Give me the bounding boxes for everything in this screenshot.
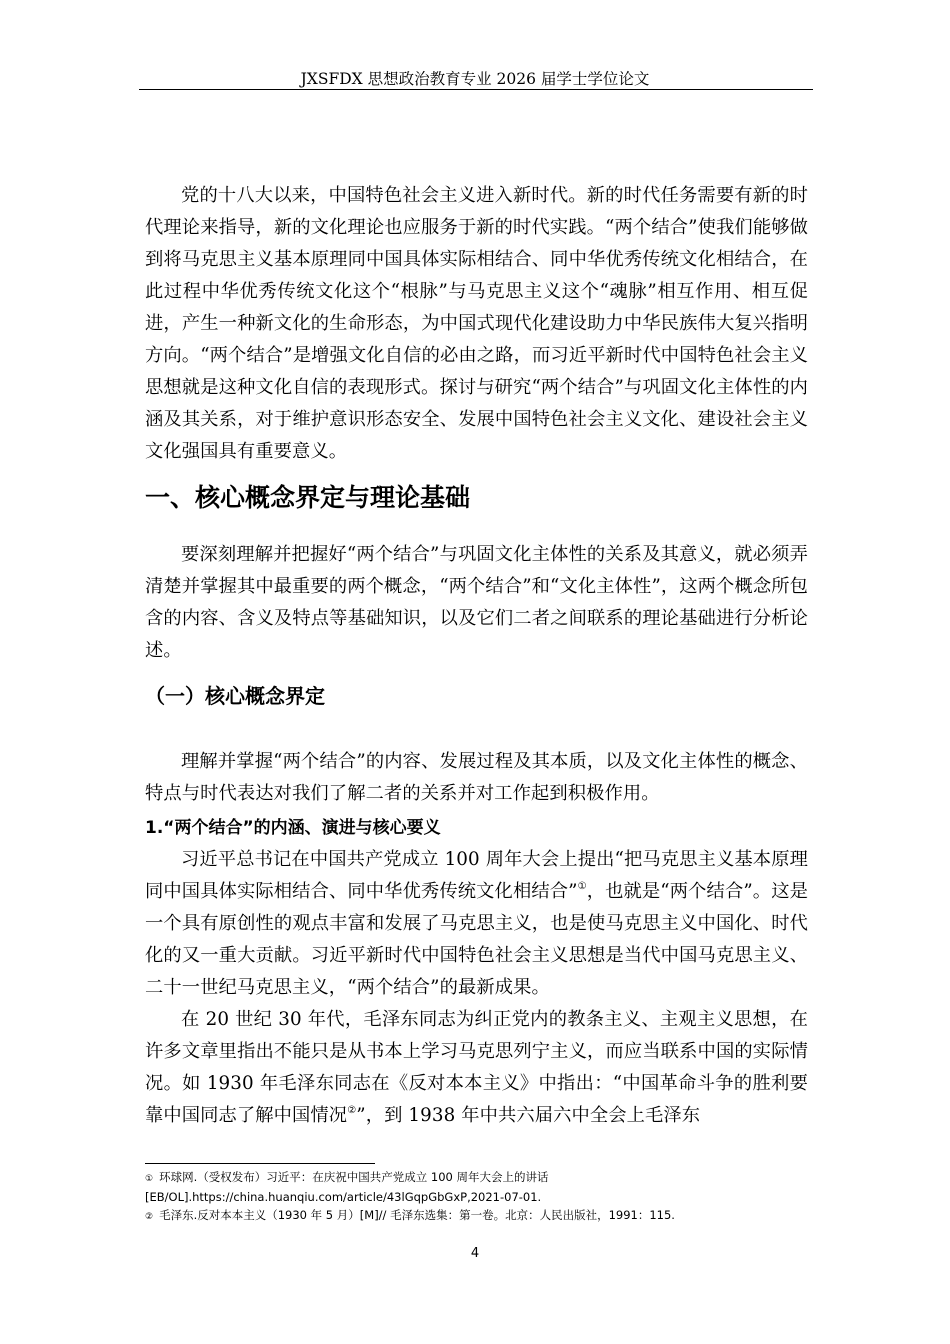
item-paragraph-1-text-a: 习近平总书记在中国共产党成立 100 周年大会上提出“把马克思主义基本原理同中国具体实际相结合、同中华优秀传统文化相结合” <box>145 849 808 902</box>
intro-paragraph-block <box>145 180 808 468</box>
header-divider <box>139 89 813 90</box>
running-header: JXSFDX 思想政治教育专业 2026 届学士学位论文 <box>300 70 650 88</box>
footnote-1-mark: ① <box>145 1174 154 1184</box>
item-paragraph-2 <box>145 1004 808 1132</box>
page-number: 4 <box>470 1246 480 1261</box>
item-heading: 1.“两个结合”的内涵、演进与核心要义 <box>145 818 441 838</box>
footnote-ref-2[interactable]: ② <box>347 1105 357 1116</box>
item-paragraph-1-text-b: ，也就是“两个结合”。这是一个具有原创性的观点丰富和发展了马克思主义，也是使马克思主义中国化、时代化的又一重大贡献。习近平新时代中国特色社会主义思想是当代中国马克思主义、二十一世纪马克思主义，“两个结合”的最新成果。 <box>145 881 808 998</box>
item-paragraph-1 <box>145 844 808 1004</box>
footnote-ref-1[interactable]: ① <box>577 881 587 892</box>
footnote-2-mark: ② <box>145 1212 154 1222</box>
item-paragraph-2-text-b: ”，到 1938 年中共六届六中全会上毛泽东 <box>356 1105 701 1126</box>
item-paragraphs-block <box>145 844 808 1132</box>
section-heading: 一、核心概念界定与理论基础 <box>145 483 471 512</box>
item-paragraph-2-text-a: 在 20 世纪 30 年代，毛泽东同志为纠正党内的教条主义、主观主义思想，在许多文章里指出不能只是从书本上学习马克思列宁主义，而应当联系中国的实际情况。如 1930 年毛泽东同志在《反对本本主义》中指出：“中国革命斗争的胜利要靠中国同志了解中国情况 <box>145 1009 808 1126</box>
subsection-heading: （一）核心概念界定 <box>145 684 325 708</box>
footnote-1-text: 环球网.（受权发布）习近平：在庆祝中国共产党成立 100 周年大会上的讲话[EB/OL].https://china.huanqiu.com/article/43lGqpGbGxP,2021-07-01. <box>145 1170 549 1204</box>
footnote-divider <box>145 1163 375 1164</box>
intro-paragraph: 党的十八大以来，中国特色社会主义进入新时代。新的时代任务需要有新的时代理论来指导，新的文化理论也应服务于新的时代实践。“两个结合”使我们能够做到将马克思主义基本原理同中国具体实际相结合、同中华优秀传统文化相结合，在此过程中华优秀传统文化这个“根脉”与马克思主义这个“魂脉”相互作用、相互促进，产生一种新文化的生命形态，为中国式现代化建设助力中华民族伟大复兴指明方向。“两个结合”是增强文化自信的必由之路，而习近平新时代中国特色社会主义思想就是这种文化自信的表现形式。探讨与研究“两个结合”与巩固文化主体性的内涵及其关系，对于维护意识形态安全、发展中国特色社会主义文化、建设社会主义文化强国具有重要意义。 <box>145 185 808 462</box>
footnote-2-text: 毛泽东.反对本本主义（1930 年 5 月）[M]// 毛泽东选集：第一卷。北京：人民出版社，1991：115. <box>159 1208 675 1222</box>
footnotes <box>145 1168 808 1226</box>
subsection-paragraph-block <box>145 746 808 810</box>
footnote-1 <box>145 1168 808 1206</box>
footnote-2 <box>145 1206 808 1226</box>
section-paragraph-block <box>145 539 808 667</box>
subsection-paragraph: 理解并掌握“两个结合”的内容、发展过程及其本质，以及文化主体性的概念、特点与时代表达对我们了解二者的关系并对工作起到积极作用。 <box>145 751 808 804</box>
section-paragraph: 要深刻理解并把握好“两个结合”与巩固文化主体性的关系及其意义，就必须弄清楚并掌握其中最重要的两个概念，“两个结合”和“文化主体性”，这两个概念所包含的内容、含义及特点等基础知识，以及它们二者之间联系的理论基础进行分析论述。 <box>145 544 808 661</box>
